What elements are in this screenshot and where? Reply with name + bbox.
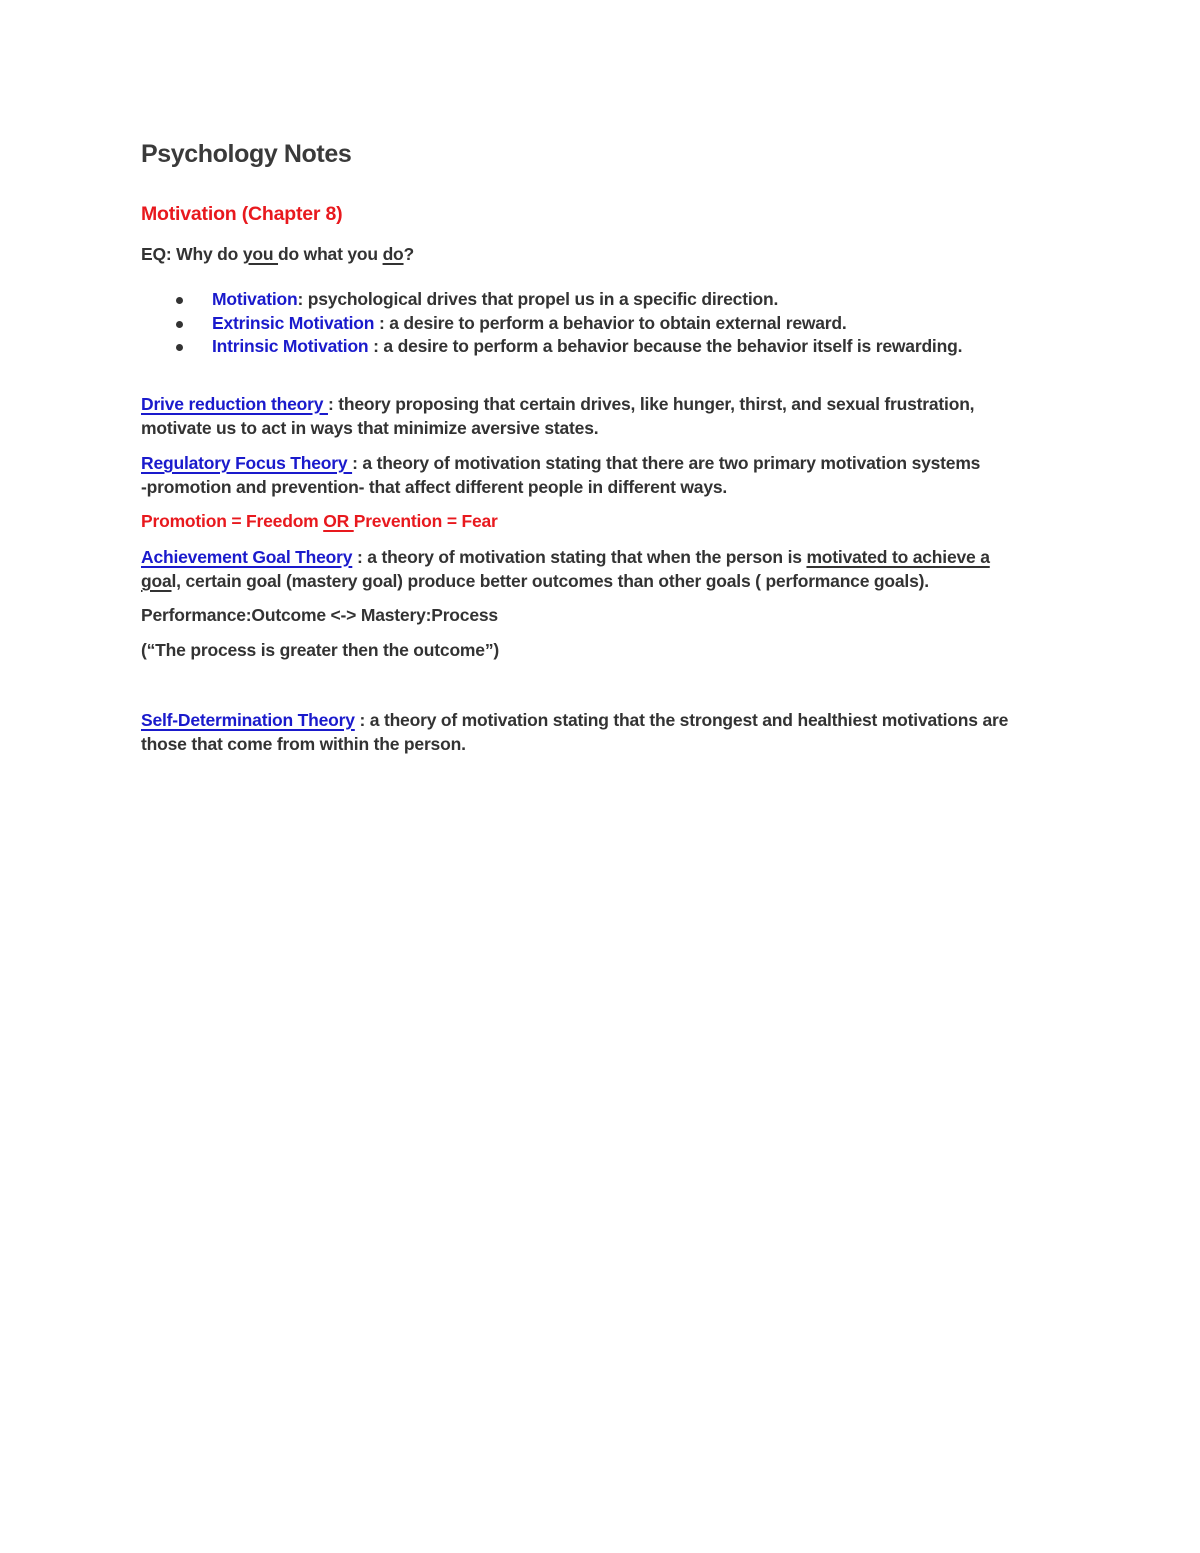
achievement-goal-paragraph — [141, 545, 1061, 593]
selfdet-line2: those that come from within the person. — [141, 734, 466, 754]
definition-text: : psychological drives that propel us in a specific direction. — [297, 289, 779, 309]
list-item — [141, 312, 962, 336]
achievement-line1a: : a theory of motivation stating that when the person is — [352, 547, 807, 567]
eq-prefix: EQ: Why do — [141, 244, 243, 264]
achievement-goal-link[interactable]: Achievement Goal Theory — [141, 547, 353, 567]
term-motivation: Motivation — [212, 289, 298, 309]
achievement-line2: l, certain goal (mastery goal) produce better outcomes than other goals ( performance goals). — [171, 571, 929, 591]
eq-you: you — [242, 244, 279, 264]
promotion-prevention-line — [141, 509, 498, 533]
regulatory-line2: -promotion and prevention- that affect different people in different ways. — [141, 477, 728, 497]
list-item — [141, 335, 962, 359]
self-determination-paragraph — [141, 708, 1061, 756]
selfdet-line1: : a theory of motivation stating that the strongest and healthiest motivations are — [354, 710, 1009, 730]
chapter-heading: Motivation (Chapter 8) — [141, 203, 343, 225]
eq-do: do — [382, 244, 404, 264]
achievement-emphasis: motivated to achieve a — [806, 547, 990, 567]
regulatory-line1: : a theory of motivation stating that there are two primary motivation systems — [352, 453, 981, 473]
drive-reduction-link[interactable]: Drive reduction theory — [141, 394, 328, 414]
or-text: OR — [323, 511, 354, 531]
essential-question — [141, 242, 414, 266]
definition-list — [141, 288, 962, 359]
eq-middle: do what you — [278, 244, 383, 264]
drive-reduction-paragraph — [141, 392, 1061, 440]
process-quote: (“The process is greater then the outcome”) — [141, 640, 500, 660]
promotion-text: Promotion = Freedom — [141, 511, 324, 531]
term-extrinsic-motivation: Extrinsic Motivation — [212, 312, 375, 333]
definition-text: : a desire to perform a behavior to obtain external reward. — [374, 312, 847, 333]
drive-line1: : theory proposing that certain drives, like hunger, thirst, and sexual frustration, — [327, 394, 975, 414]
regulatory-focus-paragraph — [141, 451, 1061, 499]
bullet-icon — [176, 344, 183, 351]
bullet-icon — [176, 297, 183, 304]
eq-suffix: ? — [403, 244, 415, 264]
self-determination-link[interactable]: Self-Determination Theory — [141, 710, 355, 730]
definition-text: : a desire to perform a behavior because the behavior itself is rewarding. — [368, 336, 963, 356]
page-title: Psychology Notes — [141, 140, 352, 168]
prevention-text: Prevention = Fear — [353, 511, 498, 531]
regulatory-focus-link[interactable]: Regulatory Focus Theory — [141, 453, 353, 473]
performance-mastery-line: Performance:Outcome <-> Mastery:Process — [141, 605, 498, 625]
drive-line2: motivate us to act in ways that minimize aversive states. — [141, 418, 599, 438]
bullet-icon — [176, 321, 183, 328]
achievement-goal-fragment: goa — [141, 571, 172, 591]
list-item — [141, 288, 962, 312]
term-intrinsic-motivation: Intrinsic Motivation — [212, 336, 369, 356]
